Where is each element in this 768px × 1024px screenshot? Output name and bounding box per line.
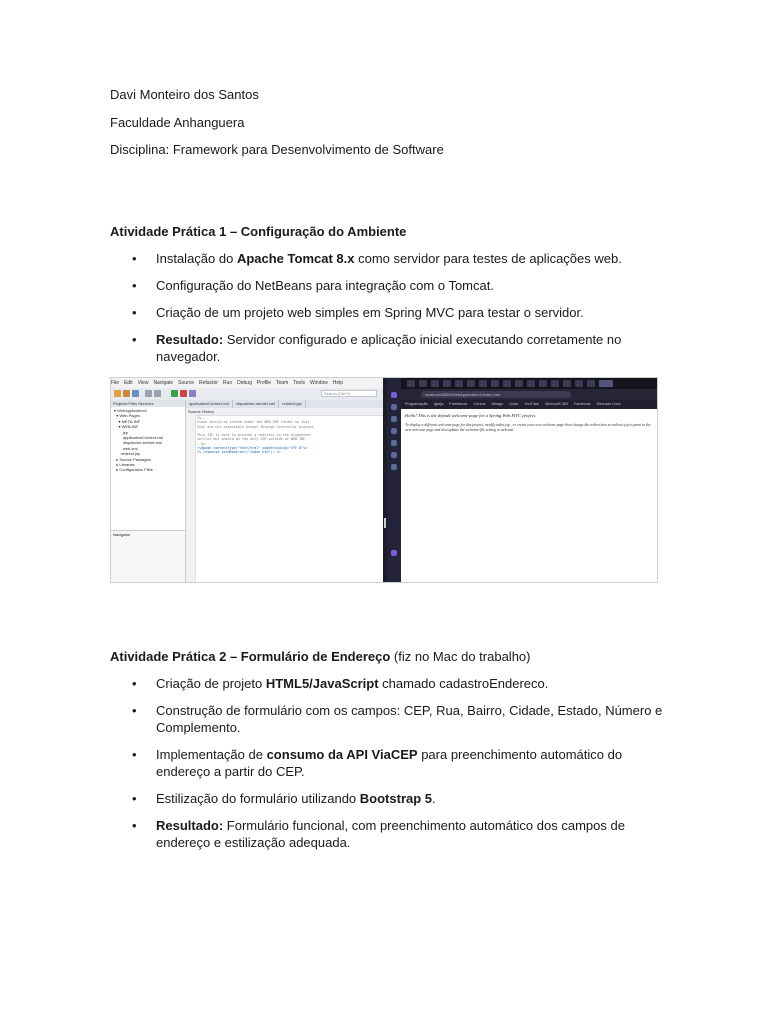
ide-menu-item: View	[137, 380, 149, 386]
browser-tab	[587, 380, 595, 387]
ide-menu-item: Run	[222, 380, 233, 386]
list-item: • Resultado: Servidor configurado e aplicação inicial executando corretamente no navegador.	[110, 331, 670, 365]
open-folder-icon	[123, 390, 130, 397]
browser-tab	[455, 380, 463, 387]
author-name: Davi Monteiro dos Santos	[110, 87, 259, 102]
browser-tab	[563, 380, 571, 387]
ide-menu-items	[111, 380, 348, 386]
save-icon	[132, 390, 139, 397]
editor-subtabs: Source History	[186, 408, 383, 416]
tree-node: jsp	[114, 429, 129, 435]
browser-tab	[515, 380, 523, 387]
activity2-note: (fiz no Mac do trabalho)	[390, 649, 531, 664]
sidebar-app-icon	[391, 550, 397, 556]
list-item: • Implementação de consumo da API ViaCEP para preenchimento automático do endereço a partir do CEP.	[110, 746, 670, 780]
profile-icon	[189, 390, 196, 397]
bookmarks-bar	[401, 400, 658, 409]
bookmark-item: Programação	[405, 402, 428, 406]
browser-tab	[419, 380, 427, 387]
sidebar-app-icon	[391, 416, 397, 422]
tree-node: applicationContext.xml	[114, 435, 164, 441]
activity2-title: Atividade Prática 2 – Formulário de Endereço	[110, 649, 391, 664]
bookmark-item: Mercado Livre	[596, 402, 621, 406]
list-item: • Construção de formulário com os campos: CEP, Rua, Bairro, Cidade, Estado, Número e Complemento.	[110, 702, 670, 736]
tree-node: web.xml	[114, 445, 138, 451]
ide-menu-item: Help	[332, 380, 344, 386]
run-icon	[171, 390, 178, 397]
ide-browser-screenshot	[110, 377, 658, 583]
ide-menu-item: Debug	[237, 380, 252, 386]
browser-tab	[431, 380, 439, 387]
list-item: • Instalação do Apache Tomcat 8.x como servidor para testes de aplicações web.	[110, 250, 670, 267]
bookmark-item: Design	[491, 402, 504, 406]
undo-icon	[145, 390, 152, 397]
editor-tab: applicationContext.xml	[186, 400, 233, 408]
bookmark-item: Cursos	[473, 402, 486, 406]
browser-address-bar	[401, 389, 658, 400]
activity1-title: Atividade Prática 1 – Configuração do Ambiente	[110, 224, 407, 239]
tree-node: ▾ WEB-INF	[114, 424, 139, 430]
list-item: • Criação de projeto HTML5/JavaScript chamado cadastroEndereco.	[110, 675, 670, 692]
project-tree	[111, 407, 185, 473]
bookmark-item: Facebook	[573, 402, 591, 406]
browser-sidebar	[387, 378, 401, 583]
tree-node: dispatcher-servlet.xml	[114, 440, 162, 446]
ide-menu-item: Source	[178, 380, 195, 386]
list-item: • Criação de um projeto web simples em Spring MVC para testar o servidor.	[110, 304, 670, 321]
code-line: <%--	[197, 416, 206, 420]
browser-window	[387, 378, 658, 583]
code-line: servlet but should be the only JSP outside of WEB-INF.	[197, 437, 308, 442]
tree-node: ▾ Web Pages	[114, 413, 140, 419]
editor-tabs	[186, 400, 383, 408]
browser-tab-active	[599, 380, 613, 387]
sidebar-app-icon	[391, 464, 397, 470]
tree-node: ▸ Source Packages	[114, 456, 151, 462]
browser-tab-strip	[401, 378, 658, 389]
ide-menu-item: Refactor	[199, 380, 218, 386]
browser-tab	[527, 380, 535, 387]
browser-tab	[407, 380, 415, 387]
navigator-label: Navigator	[113, 532, 131, 537]
sidebar-app-icon	[391, 404, 397, 410]
sidebar-app-icon	[391, 392, 397, 398]
ide-menu-item: Profile	[256, 380, 272, 386]
browser-tab	[539, 380, 547, 387]
browser-tab	[491, 380, 499, 387]
redo-icon	[154, 390, 161, 397]
projects-tabs: Projects Files Services	[111, 400, 185, 407]
bookmark-item: Igreja	[433, 402, 444, 406]
list-item: • Configuração do NetBeans para integração com o Tomcat.	[110, 277, 670, 294]
browser-tab	[467, 380, 475, 387]
course-name: Disciplina: Framework para Desenvolvimento de Software	[110, 142, 444, 157]
sidebar-app-icon	[391, 452, 397, 458]
bookmark-item: YouTube	[524, 402, 540, 406]
browser-page-content	[401, 409, 658, 583]
code-editor	[186, 400, 383, 583]
debug-icon	[180, 390, 187, 397]
activity2-title-line	[110, 648, 531, 665]
browser-tab	[503, 380, 511, 387]
code-line: --%>	[197, 441, 206, 446]
projects-panel	[111, 400, 186, 583]
browser-tab	[479, 380, 487, 387]
netbeans-ide-window	[111, 378, 383, 583]
tree-node: ▾ META-INF	[114, 418, 141, 424]
new-file-icon	[114, 390, 121, 397]
bookmark-item: Links	[509, 402, 519, 406]
code-line: Views should be stored under the WEB-INF folder so that	[197, 420, 310, 425]
browser-tab	[443, 380, 451, 387]
ide-menu-item: Navigate	[153, 380, 174, 386]
tree-node: ▸ Configuration Files	[114, 467, 153, 473]
ide-menu-item: File	[111, 380, 120, 386]
activity1-list	[110, 250, 670, 365]
sidebar-app-icon	[391, 428, 397, 434]
code-line: <% response.sendRedirect("index.htm"); %>	[197, 450, 281, 455]
editor-tab: redirect.jsp	[279, 400, 306, 408]
browser-tab	[551, 380, 559, 387]
navigator-panel	[111, 530, 185, 583]
ide-menu-item: Team	[276, 380, 289, 386]
bookmark-item: Microsoft 365	[545, 402, 568, 406]
code-line: they are not accessible except through controller process.	[197, 424, 316, 429]
line-gutter	[186, 415, 196, 583]
ide-menu-item: Edit	[124, 380, 133, 386]
ide-search-input: Search (Ctrl+I)	[321, 390, 377, 397]
ide-menu-item: Tools	[293, 380, 305, 386]
code-line: This JSP is here to provide a redirect to the dispatcher	[197, 433, 312, 438]
tree-node: redirect.jsp	[114, 451, 141, 457]
divider-grip	[384, 518, 386, 528]
code-line: <%@page contentType="text/html" pageEncoding="UTF-8"%>	[197, 446, 308, 451]
list-item: • Estilização do formulário utilizando Bootstrap 5.	[110, 790, 670, 807]
code-block	[197, 416, 315, 455]
url-field: localhost:8080/WebApplication1/index.htm	[421, 391, 571, 398]
editor-tab: dispatcher-servlet.xml	[233, 400, 279, 408]
tree-node: ▾ WebApplication1	[114, 408, 148, 413]
sidebar-app-icon	[391, 440, 397, 446]
institution-name: Faculdade Anhanguera	[110, 115, 245, 130]
list-item: • Resultado: Formulário funcional, com preenchimento automático dos campos de endereço e estilização adequada.	[110, 817, 670, 851]
ide-menu-item: Window	[309, 380, 328, 386]
tree-node: ▸ Libraries	[114, 462, 135, 468]
activity2-list	[110, 675, 670, 851]
welcome-heading: Hello! This is the default welcome page for a Spring Web MVC project.	[405, 413, 537, 418]
browser-tab	[575, 380, 583, 387]
bookmark-item: Freelancer	[449, 402, 468, 406]
welcome-body: To display a different welcome page for this project, modify index.jsp , or create your own welcome page then change the redirection in redirect.jsp to point to the new welcome page and also update the welcome-file setting in web.xml.	[405, 423, 651, 432]
